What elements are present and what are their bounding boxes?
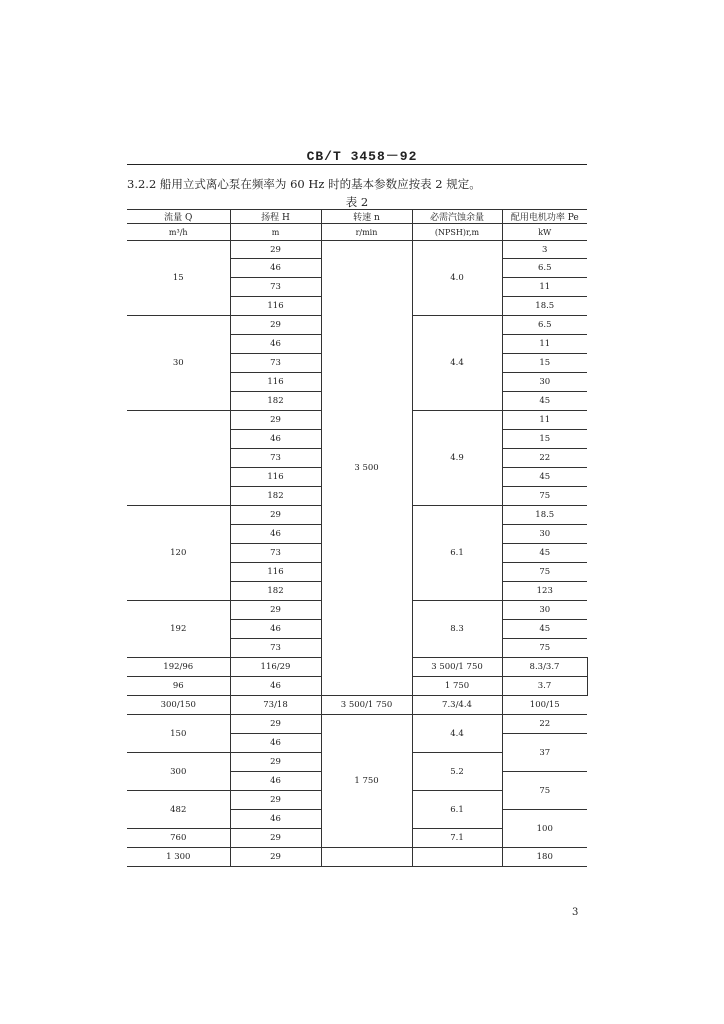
table-header-row bbox=[127, 210, 587, 224]
head-cell: 29 bbox=[230, 411, 321, 430]
power-cell: 3 bbox=[502, 241, 587, 259]
col-header-npsh: 必需汽蚀余量 bbox=[412, 210, 502, 224]
head-cell: 73 bbox=[230, 449, 321, 468]
table-title: 表 2 bbox=[345, 195, 369, 209]
power-cell: 75 bbox=[502, 563, 587, 582]
unit-head: m bbox=[230, 224, 321, 241]
head-cell: 29 bbox=[230, 506, 321, 525]
power-cell: 45 bbox=[502, 620, 587, 639]
flow-cell: 30 bbox=[127, 316, 230, 411]
flow-cell: 192 bbox=[127, 601, 230, 658]
power-cell: 18.5 bbox=[502, 297, 587, 316]
table-row bbox=[127, 241, 587, 259]
npsh-cell: 8.3 bbox=[412, 601, 502, 658]
speed-cell: 3 500/1 750 bbox=[412, 658, 502, 677]
table-units-row bbox=[127, 224, 587, 241]
head-cell: 46 bbox=[230, 525, 321, 544]
flow-cell: 760 bbox=[127, 829, 230, 848]
head-cell: 182 bbox=[230, 392, 321, 411]
head-cell: 116 bbox=[230, 297, 321, 316]
header-rule bbox=[127, 164, 587, 165]
head-cell: 46 bbox=[230, 677, 321, 696]
power-cell: 75 bbox=[502, 772, 587, 810]
flow-cell: 96 bbox=[127, 677, 230, 696]
page-number: 3 bbox=[572, 907, 579, 918]
npsh-cell: 7.3/4.4 bbox=[412, 696, 502, 715]
power-cell: 22 bbox=[502, 449, 587, 468]
flow-cell: 482 bbox=[127, 791, 230, 829]
col-header-speed: 转速 n bbox=[321, 210, 412, 224]
unit-npsh: (NPSH)r,m bbox=[412, 224, 502, 241]
speed-cell bbox=[321, 848, 412, 867]
npsh-cell: 4.4 bbox=[412, 316, 502, 411]
head-cell: 29 bbox=[230, 715, 321, 734]
head-cell: 182 bbox=[230, 582, 321, 601]
unit-power: kW bbox=[502, 224, 587, 241]
head-cell: 46 bbox=[230, 430, 321, 449]
head-cell: 29 bbox=[230, 829, 321, 848]
unit-flow: m³/h bbox=[127, 224, 230, 241]
head-cell: 46 bbox=[230, 734, 321, 753]
head-cell: 29 bbox=[230, 848, 321, 867]
head-cell: 116 bbox=[230, 563, 321, 582]
unit-speed: r/min bbox=[321, 224, 412, 241]
power-cell: 45 bbox=[502, 544, 587, 563]
power-cell: 75 bbox=[502, 639, 587, 658]
npsh-cell: 5.2 bbox=[412, 753, 502, 791]
power-cell: 11 bbox=[502, 335, 587, 354]
head-cell: 73/18 bbox=[230, 696, 321, 715]
npsh-cell: 4.0 bbox=[412, 241, 502, 316]
power-cell: 22 bbox=[502, 715, 587, 734]
flow-cell: 1 300 bbox=[127, 848, 230, 867]
power-cell: 37 bbox=[502, 734, 587, 772]
col-header-flow: 流量 Q bbox=[127, 210, 230, 224]
speed-cell: 1 750 bbox=[321, 715, 412, 848]
head-cell: 73 bbox=[230, 354, 321, 373]
head-cell: 29 bbox=[230, 791, 321, 810]
table-row bbox=[127, 696, 587, 715]
npsh-cell: 6.1 bbox=[412, 791, 502, 829]
head-cell: 46 bbox=[230, 620, 321, 639]
head-cell: 29 bbox=[230, 316, 321, 335]
speed-cell: 3 500 bbox=[321, 241, 412, 696]
head-cell: 73 bbox=[230, 544, 321, 563]
power-cell: 123 bbox=[502, 582, 587, 601]
power-cell: 30 bbox=[502, 525, 587, 544]
head-cell: 29 bbox=[230, 241, 321, 259]
power-cell: 30 bbox=[502, 601, 587, 620]
power-cell: 11 bbox=[502, 411, 587, 430]
flow-cell: 120 bbox=[127, 506, 230, 601]
npsh-cell: 4.9 bbox=[412, 411, 502, 506]
power-cell: 15 bbox=[502, 354, 587, 373]
power-cell: 18.5 bbox=[502, 506, 587, 525]
document-header: CB/T 3458－92 bbox=[306, 149, 418, 164]
head-cell: 46 bbox=[230, 810, 321, 829]
power-cell: 180 bbox=[502, 848, 587, 867]
power-cell: 45 bbox=[502, 468, 587, 487]
flow-cell: 150 bbox=[127, 715, 230, 753]
head-cell: 182 bbox=[230, 487, 321, 506]
head-cell: 46 bbox=[230, 335, 321, 354]
npsh-cell bbox=[412, 848, 502, 867]
npsh-cell: 4.4 bbox=[412, 715, 502, 753]
table-row bbox=[127, 715, 587, 734]
col-header-power: 配用电机功率 Pe bbox=[502, 210, 587, 224]
power-cell: 6.5 bbox=[502, 259, 587, 278]
speed-cell: 1 750 bbox=[412, 677, 502, 696]
npsh-cell: 8.3/3.7 bbox=[502, 658, 587, 677]
flow-cell: 300 bbox=[127, 753, 230, 791]
table-row bbox=[127, 848, 587, 867]
flow-cell bbox=[127, 411, 230, 506]
npsh-cell: 3.7 bbox=[502, 677, 587, 696]
power-cell: 15 bbox=[502, 430, 587, 449]
power-cell: 6.5 bbox=[502, 316, 587, 335]
head-cell: 116/29 bbox=[230, 658, 321, 677]
head-cell: 73 bbox=[230, 639, 321, 658]
power-cell: 30 bbox=[502, 373, 587, 392]
power-cell: 11 bbox=[502, 278, 587, 297]
head-cell: 46 bbox=[230, 259, 321, 278]
head-cell: 29 bbox=[230, 753, 321, 772]
power-cell: 100/15 bbox=[502, 696, 587, 715]
flow-cell: 192/96 bbox=[127, 658, 230, 677]
head-cell: 116 bbox=[230, 373, 321, 392]
head-cell: 116 bbox=[230, 468, 321, 487]
power-cell: 100 bbox=[502, 810, 587, 848]
section-caption: 3.2.2 船用立式离心泵在频率为 60 Hz 时的基本参数应按表 2 规定。 bbox=[127, 177, 481, 191]
head-cell: 29 bbox=[230, 601, 321, 620]
head-cell: 46 bbox=[230, 772, 321, 791]
flow-cell: 15 bbox=[127, 241, 230, 316]
power-cell: 45 bbox=[502, 392, 587, 411]
head-cell: 73 bbox=[230, 278, 321, 297]
npsh-cell: 6.1 bbox=[412, 506, 502, 601]
power-cell: 75 bbox=[502, 487, 587, 506]
col-header-head: 扬程 H bbox=[230, 210, 321, 224]
flow-cell: 300/150 bbox=[127, 696, 230, 715]
speed-cell: 3 500/1 750 bbox=[321, 696, 412, 715]
npsh-cell: 7.1 bbox=[412, 829, 502, 848]
pump-parameter-table bbox=[127, 209, 587, 867]
